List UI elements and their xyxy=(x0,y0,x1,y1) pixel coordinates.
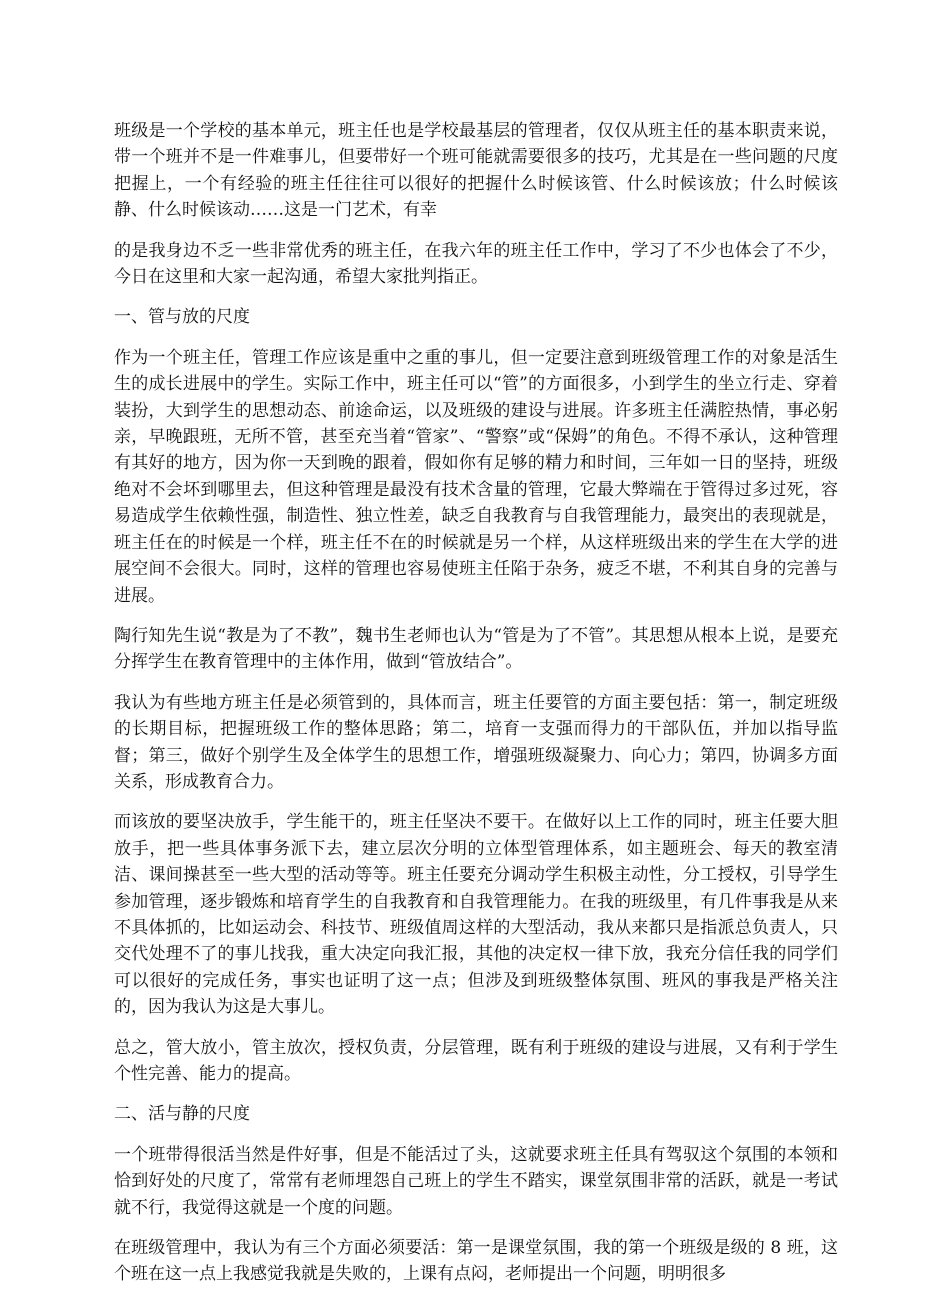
paragraph-section2-1: 一个班带得很活当然是件好事，但是不能活过了头，这就要求班主任具有驾驭这个氛围的本领和恰到好处的尺度了，常常有老师埋怨自己班上的学生不踏实，课堂氛围非常的活跃，就是一考试就不行，我觉得这就是一个度的问题。 xyxy=(114,1144,838,1218)
paragraph-intro-2: 的是我身边不乏一些非常优秀的班主任，在我六年的班主任工作中，学习了不少也体会了不少，今日在这里和大家一起沟通，希望大家批判指正。 xyxy=(114,240,838,288)
paragraph-section2-2: 在班级管理中，我认为有三个方面必须要活：第一是课堂氛围，我的第一个班级是级的 8 班，这个班在这一点上我感觉我就是失败的，上课有点闷，老师提出一个问题，明明很多 xyxy=(114,1238,838,1285)
document-page xyxy=(114,118,838,1302)
paragraph-section1-4: 而该放的要坚决放手，学生能干的，班主任坚决不要干。在做好以上工作的同时，班主任要大胆放手，把一些具体事务派下去，建立层次分明的立体型管理体系，如主题班会、每天的教室清洁、课间操甚至一些大型的活动等等。班主任要充分调动学生积极主动性，分工授权，引导学生参加管理，逐步锻炼和培育学生的自我教育和自我管理能力。在我的班级里，有几件事我是从来不具体抓的，比如运动会、科技节、班级值周这样的大型活动，我从来都只是指派总负责人，只交代处理不了的事儿找我，重大决定向我汇报，其他的决定权一律下放，我充分信任我的同学们可以很好的完成任务，事实也证明了这一点；但涉及到班级整体氛围、班风的事我是严格关注的，因为我认为这是大事儿。 xyxy=(114,812,838,1018)
paragraph-section1-2: 陶行知先生说“教是为了不教”，魏书生老师也认为“管是为了不管”。其思想从根本上说，是要充分挥学生在教育管理中的主体作用，做到“管放结合”。 xyxy=(114,625,838,673)
section-heading-2: 二、活与静的尺度 xyxy=(114,1104,250,1125)
paragraph-section1-5: 总之，管大放小，管主放次，授权负责，分层管理，既有利于班级的建设与进展，又有利于学生个性完善、能力的提高。 xyxy=(114,1037,838,1084)
paragraph-section1-3: 我认为有些地方班主任是必须管到的，具体而言，班主任要管的方面主要包括：第一，制定班级的长期目标，把握班级工作的整体思路；第二，培育一支强而得力的干部队伍，并加以指导监督；第三，做好个别学生及全体学生的思想工作，增强班级凝聚力、向心力；第四，协调多方面关系，形成教育合力。 xyxy=(114,692,838,792)
paragraph-intro-1: 班级是一个学校的基本单元，班主任也是学校最基层的管理者，仅仅从班主任的基本职责来说，带一个班并不是一件难事儿，但要带好一个班可能就需要很多的技巧，尤其是在一些问题的尺度把握上，一个有经验的班主任往往可以很好的把握什么时候该管、什么时候该放；什么时候该静、什么时候该动……这是一门艺术，有幸 xyxy=(114,121,838,221)
section-heading-1: 一、管与放的尺度 xyxy=(114,307,250,328)
paragraph-section1-1: 作为一个班主任，管理工作应该是重中之重的事儿，但一定要注意到班级管理工作的对象是活生生的成长进展中的学生。实际工作中，班主任可以“管”的方面很多，小到学生的坐立行走、穿着装扮，大到学生的思想动态、前途命运，以及班级的建设与进展。许多班主任满腔热情，事必躬亲，早晚跟班，无所不管，甚至充当着“管家”、“警察”或“保姆”的角色。不得不承认，这种管理有其好的地方，因为你一天到晚的跟着，假如你有足够的精力和时间，三年如一日的坚持，班级绝对不会坏到哪里去，但这种管理是最没有技术含量的管理，它最大弊端在于管得过多过死，容易造成学生依赖性强，制造性、独立性差，缺乏自我教育与自我管理能力，最突出的表现就是，班主任在的时候是一个样，班主任不在的时候就是另一个样，从这样班级出来的学生在大学的进展空间不会很大。同时，这样的管理也容易使班主任陷于杂务，疲乏不堪，不利其自身的完善与进展。 xyxy=(114,347,838,606)
